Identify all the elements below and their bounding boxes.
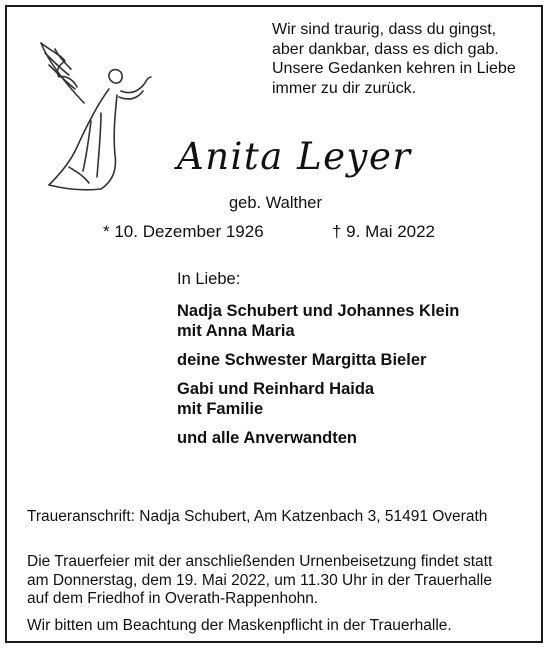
maiden-name: geb. Walther xyxy=(229,194,322,212)
poem-line: Wir sind traurig, dass du gingst, xyxy=(272,21,497,38)
mourner-group xyxy=(177,301,547,341)
service-line: Die Trauerfeier mit der anschließenden Urnenbeisetzung findet statt xyxy=(27,553,493,570)
birth-date: * 10. Dezember 1926 xyxy=(103,222,264,241)
mourners-intro: In Liebe: xyxy=(177,270,241,288)
death-date: † 9. Mai 2022 xyxy=(332,222,436,241)
mourning-address: Traueranschrift: Nadja Schubert, Am Katzenbach 3, 51491 Overath xyxy=(27,508,488,525)
service-line: am Donnerstag, dem 19. Mai 2022, um 11.30 Uhr in der Trauerhalle xyxy=(27,571,492,589)
service-line: auf dem Friedhof in Overath-Rappenhohn. xyxy=(27,590,319,607)
obituary-card xyxy=(5,5,543,643)
mourner-group xyxy=(177,350,547,370)
poem xyxy=(272,20,542,98)
mourner-line: Nadja Schubert und Johannes Klein xyxy=(177,302,460,320)
deceased-name: Anita Leyer xyxy=(177,135,412,178)
poem-line: immer zu dir zurück. xyxy=(272,79,417,97)
mourner-group xyxy=(177,428,547,448)
mourner-line: Gabi und Reinhard Haida xyxy=(177,380,375,398)
mourner-group xyxy=(177,379,547,419)
mask-note: Wir bitten um Beachtung der Maskenpflicht in der Trauerhalle. xyxy=(27,617,452,634)
mourners-list xyxy=(177,301,547,457)
mourner-line: mit Anna Maria xyxy=(177,322,295,340)
mourner-line: und alle Anverwandten xyxy=(177,429,358,447)
mourner-line: deine Schwester Margitta Bieler xyxy=(177,351,427,369)
poem-line: aber dankbar, dass es dich gab. xyxy=(272,40,499,58)
mourner-line: mit Familie xyxy=(177,400,264,418)
service-info xyxy=(27,553,542,609)
poem-line: Unsere Gedanken kehren in Liebe xyxy=(272,60,516,77)
angel-icon xyxy=(29,25,169,195)
